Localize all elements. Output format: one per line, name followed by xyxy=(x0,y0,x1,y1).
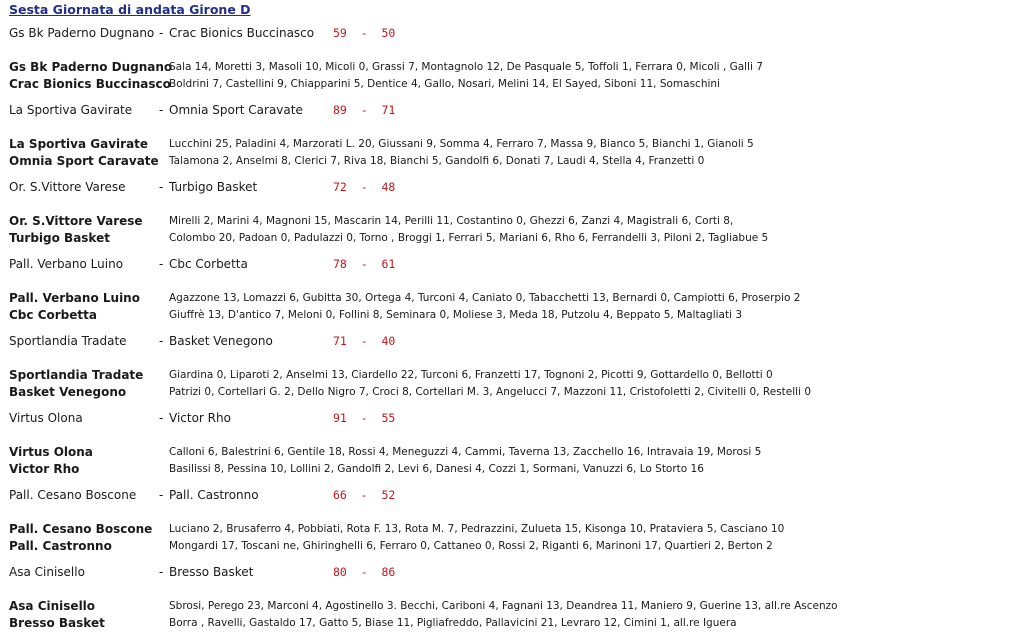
home-scorers-row xyxy=(0,599,1014,615)
game-block xyxy=(0,488,1014,565)
away-scorers-row xyxy=(0,231,1014,247)
home-team: Or. S.Vittore Varese xyxy=(9,180,126,194)
final-score: 59 - 50 xyxy=(333,26,396,40)
away-team: Basket Venegono xyxy=(169,334,273,348)
final-score: 78 - 61 xyxy=(333,257,396,271)
away-scorers-row xyxy=(0,616,1014,632)
away-team-name: Victor Rho xyxy=(9,462,80,476)
away-team: Turbigo Basket xyxy=(169,180,258,194)
away-scorers: Talamona 2, Anselmi 8, Clerici 7, Riva 18, Bianchi 5, Gandolfi 6, Donati 7, Laudi 4, Stella 4, Franzetti 0 xyxy=(169,155,705,167)
game-block xyxy=(0,565,1014,642)
separator: - xyxy=(159,565,164,579)
final-score: 72 - 48 xyxy=(333,180,396,194)
away-scorers-row xyxy=(0,462,1014,478)
result-line xyxy=(0,257,1014,273)
home-team: Pall. Verbano Luino xyxy=(9,257,124,271)
away-scorers-row xyxy=(0,154,1014,170)
home-scorers-row xyxy=(0,368,1014,384)
home-team-name: Asa Cinisello xyxy=(9,599,96,613)
home-team-name: Pall. Cesano Boscone xyxy=(9,522,153,536)
away-scorers: Basilissi 8, Pessina 10, Lollini 2, Gandolfi 2, Levi 6, Danesi 4, Cozzi 1, Sormani, Vanuzzi 6, Lo Storto 16 xyxy=(169,463,704,475)
away-team: Victor Rho xyxy=(169,411,231,425)
final-score: 91 - 55 xyxy=(333,411,396,425)
home-team-name: Sportlandia Tradate xyxy=(9,368,144,382)
home-scorers-row xyxy=(0,137,1014,153)
away-scorers-row xyxy=(0,385,1014,401)
game-block xyxy=(0,334,1014,411)
away-team-name: Turbigo Basket xyxy=(9,231,110,245)
result-line xyxy=(0,103,1014,119)
away-team: Cbc Corbetta xyxy=(169,257,248,271)
game-block xyxy=(0,180,1014,257)
page-title[interactable]: Sesta Giornata di andata Girone D xyxy=(9,2,251,17)
result-line xyxy=(0,26,1014,42)
away-scorers-row xyxy=(0,77,1014,93)
away-team: Pall. Castronno xyxy=(169,488,259,502)
away-team-name: Omnia Sport Caravate xyxy=(9,154,159,168)
game-block xyxy=(0,257,1014,334)
away-scorers: Mongardi 17, Toscani ne, Ghiringhelli 6, Ferraro 0, Cattaneo 0, Rossi 2, Riganti 6, Marinoni 17, Quartieri 2, Berton 2 xyxy=(169,540,773,552)
away-team: Bresso Basket xyxy=(169,565,254,579)
home-scorers-row xyxy=(0,214,1014,230)
game-block xyxy=(0,411,1014,488)
result-line xyxy=(0,334,1014,350)
home-scorers-row xyxy=(0,445,1014,461)
away-team: Omnia Sport Caravate xyxy=(169,103,303,117)
final-score: 80 - 86 xyxy=(333,565,396,579)
home-team: Asa Cinisello xyxy=(9,565,85,579)
home-scorers: Agazzone 13, Lomazzi 6, Gubitta 30, Ortega 4, Turconi 4, Caniato 0, Tabacchetti 13, Bernardi 0, Campiotti 6, Proserpio 2 xyxy=(169,292,801,304)
away-scorers-row xyxy=(0,308,1014,324)
home-team-name: La Sportiva Gavirate xyxy=(9,137,149,151)
home-team: La Sportiva Gavirate xyxy=(9,103,133,117)
away-scorers: Giuffrè 13, D'antico 7, Meloni 0, Follini 8, Seminara 0, Moliese 3, Meda 18, Putzolu 4, Beppato 5, Maltagliati 3 xyxy=(169,309,743,321)
away-scorers: Boldrini 7, Castellini 9, Chiapparini 5, Dentice 4, Gallo, Nosari, Melini 14, El Sayed, Siboni 11, Somaschini xyxy=(169,78,720,90)
game-block xyxy=(0,103,1014,180)
home-scorers: Mirelli 2, Marini 4, Magnoni 15, Mascarin 14, Perilli 11, Costantino 0, Ghezzi 6, Zanzi 4, Magistrali 6, Corti 8, xyxy=(169,215,734,227)
home-team: Gs Bk Paderno Dugnano xyxy=(9,26,155,40)
away-team-name: Pall. Castronno xyxy=(9,539,112,553)
game-block xyxy=(0,26,1014,103)
result-line xyxy=(0,488,1014,504)
home-team: Pall. Cesano Boscone xyxy=(9,488,137,502)
result-line xyxy=(0,180,1014,196)
separator: - xyxy=(159,103,164,117)
away-scorers: Colombo 20, Padoan 0, Padulazzi 0, Torno , Broggi 1, Ferrari 5, Mariani 6, Rho 6, Ferrandelli 3, Piloni 2, Tagliabue 5 xyxy=(169,232,769,244)
away-scorers-row xyxy=(0,539,1014,555)
away-scorers: Borra , Ravelli, Gastaldo 17, Gatto 5, Biase 11, Pigliafreddo, Pallavicini 21, Levraro 12, Cimini 1, all.re Iguera xyxy=(169,617,737,629)
home-team-name: Gs Bk Paderno Dugnano xyxy=(9,60,173,74)
away-scorers: Patrizi 0, Cortellari G. 2, Dello Nigro 7, Croci 8, Cortellari M. 3, Angelucci 7, Mazzoni 11, Cristofoletti 2, Civitelli 0, Restelli 0 xyxy=(169,386,812,398)
separator: - xyxy=(159,26,164,40)
final-score: 71 - 40 xyxy=(333,334,396,348)
home-scorers-row xyxy=(0,60,1014,76)
away-team-name: Cbc Corbetta xyxy=(9,308,97,322)
home-team-name: Virtus Olona xyxy=(9,445,93,459)
separator: - xyxy=(159,180,164,194)
home-team: Sportlandia Tradate xyxy=(9,334,127,348)
separator: - xyxy=(159,411,164,425)
away-team: Crac Bionics Buccinasco xyxy=(169,26,315,40)
home-scorers: Sala 14, Moretti 3, Masoli 10, Micoli 0, Grassi 7, Montagnolo 12, De Pasquale 5, Toffoli 1, Ferrara 0, Micoli , Galli 7 xyxy=(169,61,763,73)
home-scorers-row xyxy=(0,291,1014,307)
result-line xyxy=(0,411,1014,427)
home-scorers: Calloni 6, Balestrini 6, Gentile 18, Rossi 4, Meneguzzi 4, Cammi, Taverna 13, Zacchello 16, Intravaia 19, Morosi 5 xyxy=(169,446,762,458)
separator: - xyxy=(159,257,164,271)
home-scorers-row xyxy=(0,522,1014,538)
home-scorers: Sbrosi, Perego 23, Marconi 4, Agostinello 3. Becchi, Cariboni 4, Fagnani 13, Deandrea 11, Maniero 9, Guerine 13, all.re Ascenzo xyxy=(169,600,838,612)
final-score: 89 - 71 xyxy=(333,103,396,117)
away-team-name: Bresso Basket xyxy=(9,616,105,630)
final-score: 66 - 52 xyxy=(333,488,396,502)
home-team: Virtus Olona xyxy=(9,411,83,425)
home-scorers: Lucchini 25, Paladini 4, Marzorati L. 20, Giussani 9, Somma 4, Ferraro 7, Massa 9, Bianco 5, Bianchi 1, Gianoli 5 xyxy=(169,138,754,150)
home-scorers: Luciano 2, Brusaferro 4, Pobbiati, Rota F. 13, Rota M. 7, Pedrazzini, Zulueta 15, Kisonga 10, Prataviera 5, Casciano 10 xyxy=(169,523,785,535)
away-team-name: Basket Venegono xyxy=(9,385,127,399)
home-scorers: Giardina 0, Liparoti 2, Anselmi 13, Ciardello 22, Turconi 6, Franzetti 17, Tognoni 2, Picotti 9, Gottardello 0, Bellotti 0 xyxy=(169,369,773,381)
away-team-name: Crac Bionics Buccinasco xyxy=(9,77,171,91)
home-team-name: Or. S.Vittore Varese xyxy=(9,214,143,228)
home-team-name: Pall. Verbano Luino xyxy=(9,291,140,305)
separator: - xyxy=(159,488,164,502)
result-line xyxy=(0,565,1014,581)
separator: - xyxy=(159,334,164,348)
